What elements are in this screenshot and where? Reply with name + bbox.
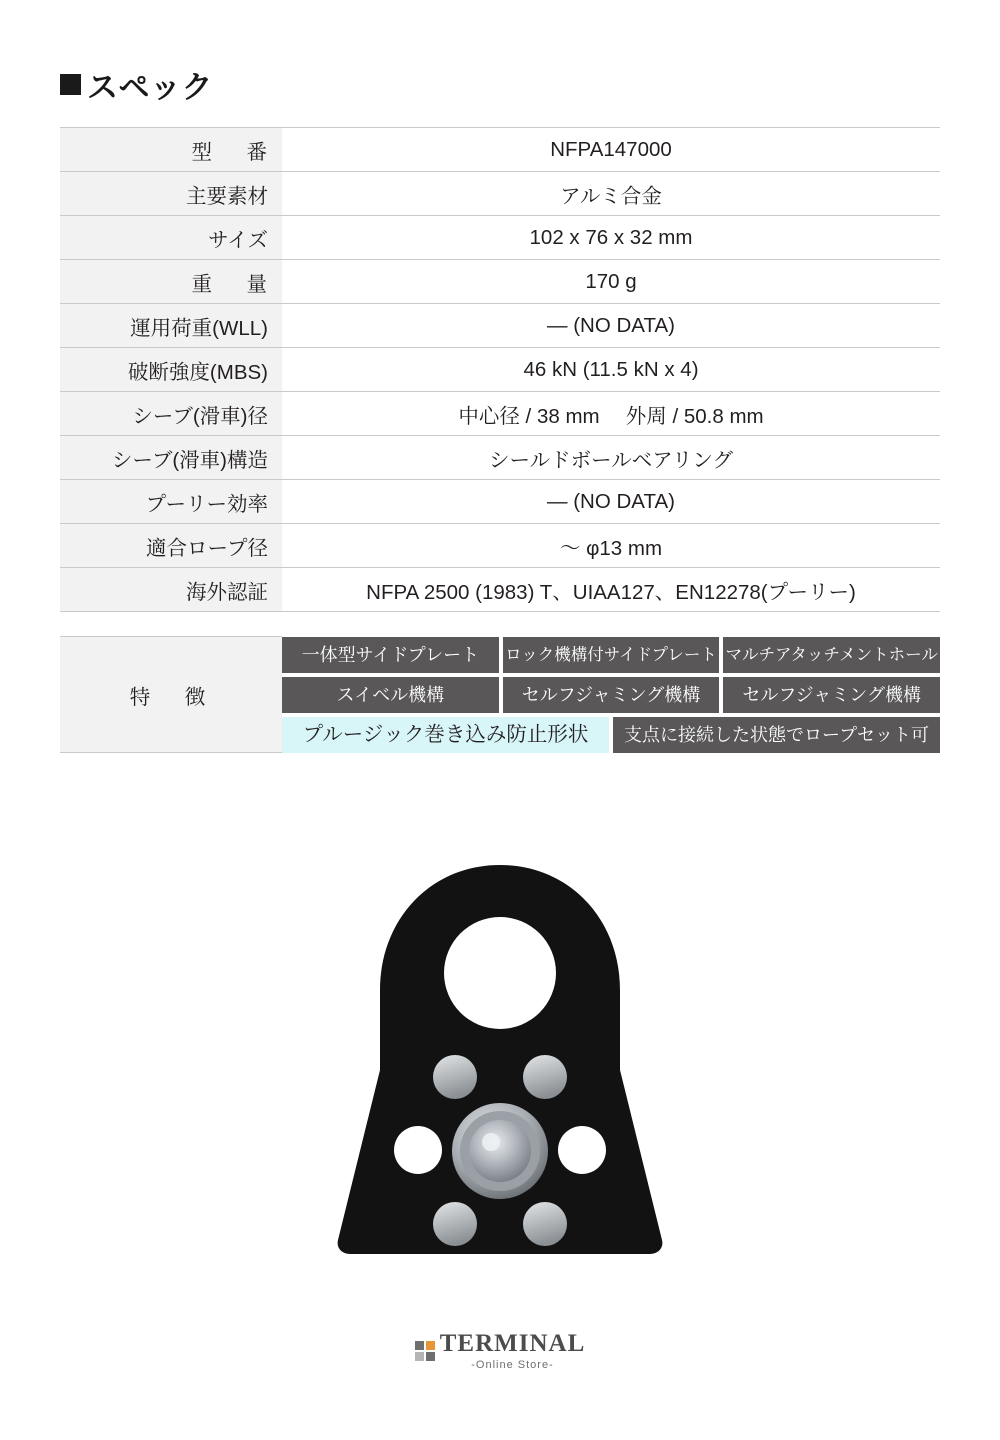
spec-label: プーリー効率 — [60, 480, 282, 524]
feature-chip: セルフジャミング機構 — [723, 677, 940, 713]
feature-table-body — [60, 637, 940, 753]
feature-label: 特 徴 — [60, 637, 282, 753]
table-row — [60, 524, 940, 568]
attachment-hole — [444, 917, 556, 1029]
spec-label: 適合ロープ径 — [60, 524, 282, 568]
table-row — [60, 216, 940, 260]
spec-table-body — [60, 128, 940, 612]
table-row — [60, 637, 940, 753]
table-row — [60, 128, 940, 172]
spec-value: NFPA 2500 (1983) T、UIAA127、EN12278(プーリー) — [282, 568, 940, 612]
feature-chip: スイベル機構 — [282, 677, 499, 713]
rivet — [433, 1202, 477, 1246]
spec-label: 重 量 — [60, 260, 282, 304]
feature-chip-cell — [282, 637, 940, 753]
spec-value: アルミ合金 — [282, 172, 940, 216]
footer — [0, 1330, 1000, 1371]
square-bullet-icon — [60, 74, 81, 95]
spec-value: ― (NO DATA) — [282, 304, 940, 348]
spec-label: 破断強度(MBS) — [60, 348, 282, 392]
feature-chip: 支点に接続した状態でロープセット可 — [613, 717, 940, 753]
rivet — [523, 1055, 567, 1099]
spec-label: 型 番 — [60, 128, 282, 172]
table-row — [60, 480, 940, 524]
feature-chip: セルフジャミング機構 — [503, 677, 720, 713]
page-title — [60, 62, 213, 107]
table-row — [60, 260, 940, 304]
spec-value: 170 g — [282, 260, 940, 304]
side-hole-left — [394, 1126, 442, 1174]
spec-label: 海外認証 — [60, 568, 282, 612]
feature-table-inner — [60, 636, 940, 753]
spec-table — [60, 127, 940, 612]
brand-tagline: -Online Store- — [471, 1359, 554, 1371]
table-row — [60, 348, 940, 392]
spec-label: シーブ(滑車)径 — [60, 392, 282, 436]
axle-highlight — [482, 1133, 500, 1151]
feature-chip: 一体型サイドプレート — [282, 637, 499, 673]
feature-chip-row — [282, 677, 940, 713]
feature-chip: マルチアタッチメントホール — [723, 637, 940, 673]
axle-boss — [469, 1120, 531, 1182]
feature-chip-row — [282, 717, 940, 753]
spec-label: シーブ(滑車)構造 — [60, 436, 282, 480]
spec-value: シールドボールベアリング — [282, 436, 940, 480]
side-hole-right — [558, 1126, 606, 1174]
table-row — [60, 304, 940, 348]
feature-chip-stack — [282, 637, 940, 753]
spec-value: ― (NO DATA) — [282, 480, 940, 524]
brand-logo — [415, 1330, 586, 1371]
rivet — [523, 1202, 567, 1246]
page-title-text: スペック — [87, 70, 213, 105]
spec-label: サイズ — [60, 216, 282, 260]
spec-value: 中心径 / 38 mm 外周 / 50.8 mm — [282, 392, 940, 436]
table-row — [60, 568, 940, 612]
spec-value: 102 x 76 x 32 mm — [282, 216, 940, 260]
spec-value: NFPA147000 — [282, 128, 940, 172]
table-row — [60, 436, 940, 480]
brand-name: TERMINAL — [439, 1330, 586, 1357]
table-row — [60, 392, 940, 436]
feature-chip: ロック機構付サイドプレート — [503, 637, 720, 673]
pulley-illustration — [0, 820, 1000, 1300]
rivet — [433, 1055, 477, 1099]
feature-table — [60, 636, 940, 753]
spec-value: 46 kN (11.5 kN x 4) — [282, 348, 940, 392]
product-image — [0, 820, 1000, 1300]
logo-squares-icon — [415, 1341, 435, 1361]
table-row — [60, 172, 940, 216]
feature-chip-highlight: プルージック巻き込み防止形状 — [282, 717, 609, 753]
spec-label: 主要素材 — [60, 172, 282, 216]
spec-label: 運用荷重(WLL) — [60, 304, 282, 348]
feature-chip-row — [282, 637, 940, 673]
spec-value: 〜 φ13 mm — [282, 524, 940, 568]
